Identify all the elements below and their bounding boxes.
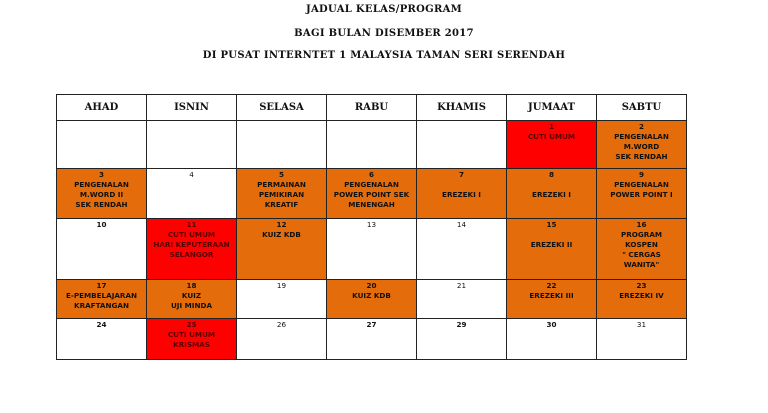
day-number: 20 [366,281,377,290]
day-number [327,121,416,122]
event-text: EREZEKI IV [619,291,664,300]
calendar-day-cell [327,219,417,280]
event-text: UJI MINDA [170,301,213,310]
calendar-day-cell [57,169,147,219]
weekday-header: ISNIN [147,95,237,121]
event-text [507,180,596,190]
calendar-day-cell [507,169,597,219]
day-number: 25 [186,320,197,329]
event-text: PERMAINAN [257,180,306,189]
weekday-header-row [57,95,687,121]
event-text: EREZEKI I [532,190,571,199]
calendar-day-cell [417,319,507,360]
event-text [507,230,596,240]
event-text: PROGRAM [620,230,663,239]
calendar-day-cell [507,280,597,319]
calendar-day-cell [507,121,597,169]
event-text: SELANGOR [169,250,214,259]
event-text: M.WORD [623,142,660,151]
calendar-day-cell [417,280,507,319]
event-text: HARI KEPUTERAAN [153,240,230,249]
calendar-week-row [57,169,687,219]
event-text: PENGENALAN [74,180,129,189]
page-subtitle: BAGI BULAN DISEMBER 2017 [294,28,474,39]
day-number: 21 [456,281,467,290]
calendar-day-cell [237,219,327,280]
calendar-day-cell [597,319,687,360]
calendar-day-cell [57,280,147,319]
event-text: KRISMAS [173,340,210,349]
event-text: CUTI UMUM [167,330,216,339]
day-number: 29 [456,320,467,329]
event-text: SEK RENDAH [75,200,128,209]
day-number: 15 [546,220,557,229]
location-title: DI PUSAT INTERNTET 1 MALAYSIA TAMAN SERI SERENDAH [202,50,566,61]
calendar-day-cell [237,280,327,319]
calendar-week-row [57,319,687,360]
day-number: 14 [456,220,467,229]
event-text: WANITA" [623,260,660,269]
day-number: 2 [638,122,644,131]
calendar-day-cell [147,169,237,219]
calendar-day-cell [237,169,327,219]
calendar-day-cell [417,121,507,169]
event-text: POWER POINT I [610,190,673,199]
day-number: 12 [276,220,287,229]
weekday-header: SABTU [597,95,687,121]
calendar-day-cell [237,121,327,169]
day-number: 9 [638,170,644,179]
day-number: 1 [548,122,554,131]
calendar-day-cell [327,280,417,319]
day-number: 3 [98,170,104,179]
event-text: EREZEKI II [530,240,573,249]
calendar-day-cell [57,319,147,360]
event-text: PENGENALAN [614,180,669,189]
day-number: 10 [96,220,107,229]
event-text: SEK RENDAH [615,152,668,161]
day-number: 26 [276,320,287,329]
event-text: EREZEKI I [442,190,481,199]
weekday-header: SELASA [237,95,327,121]
event-text: PENGENALAN [614,132,669,141]
calendar-week-row [57,121,687,169]
calendar-day-cell [147,219,237,280]
day-number: 24 [96,320,107,329]
event-text: PENGENALAN [344,180,399,189]
weekday-header: AHAD [57,95,147,121]
day-number: 8 [548,170,554,179]
event-text: KOSPEN [625,240,658,249]
calendar-day-cell [237,319,327,360]
day-number: 30 [546,320,557,329]
event-text [417,180,506,190]
day-number [417,121,506,122]
event-text: M.WORD II [79,190,124,199]
event-text: KRAFTANGAN [74,301,129,310]
calendar-day-cell [417,219,507,280]
calendar-day-cell [147,280,237,319]
calendar-day-cell [597,121,687,169]
event-text: KUIZ [181,291,202,300]
event-text: KUIZ KDB [352,291,391,300]
event-text: " CERGAS [622,250,661,259]
calendar-day-cell [327,319,417,360]
day-number: 22 [546,281,557,290]
day-number [147,121,236,122]
event-text: MENENGAH [348,200,395,209]
day-number: 17 [96,281,107,290]
day-number: 13 [366,220,377,229]
calendar-day-cell [417,169,507,219]
calendar-day-cell [507,319,597,360]
calendar-day-cell [147,121,237,169]
event-text: CUTI UMUM [527,132,576,141]
day-number: 16 [636,220,647,229]
day-number [57,121,146,122]
day-number: 6 [368,170,374,179]
calendar-day-cell [327,169,417,219]
page-title: JADUAL KELAS/PROGRAM [305,4,463,15]
weekday-header: JUMAAT [507,95,597,121]
day-number: 4 [189,170,194,179]
calendar-table [56,94,687,360]
calendar-day-cell [57,121,147,169]
day-number: 23 [636,281,647,290]
day-number: 27 [366,320,377,329]
calendar-day-cell [57,219,147,280]
calendar-day-cell [597,169,687,219]
event-text: EREZEKI III [529,291,574,300]
calendar-day-cell [507,219,597,280]
event-text: KUIZ KDB [262,230,301,239]
day-number: 7 [458,170,464,179]
calendar-day-cell [597,280,687,319]
event-text: E-PEMBELAJARAN [65,291,138,300]
day-number: 5 [278,170,284,179]
calendar-day-cell [327,121,417,169]
calendar-day-cell [597,219,687,280]
weekday-header: KHAMIS [417,95,507,121]
day-number [237,121,326,122]
day-number: 11 [186,220,197,229]
event-text: KREATIF [264,200,299,209]
event-text: POWER POINT SEK [333,190,410,199]
calendar-week-row [57,219,687,280]
weekday-header: RABU [327,95,417,121]
day-number: 18 [186,281,197,290]
day-number: 19 [276,281,287,290]
day-number: 31 [636,320,647,329]
calendar-week-row [57,280,687,319]
event-text: PEMIKIRAN [258,190,305,199]
calendar-day-cell [147,319,237,360]
event-text: CUTI UMUM [167,230,216,239]
